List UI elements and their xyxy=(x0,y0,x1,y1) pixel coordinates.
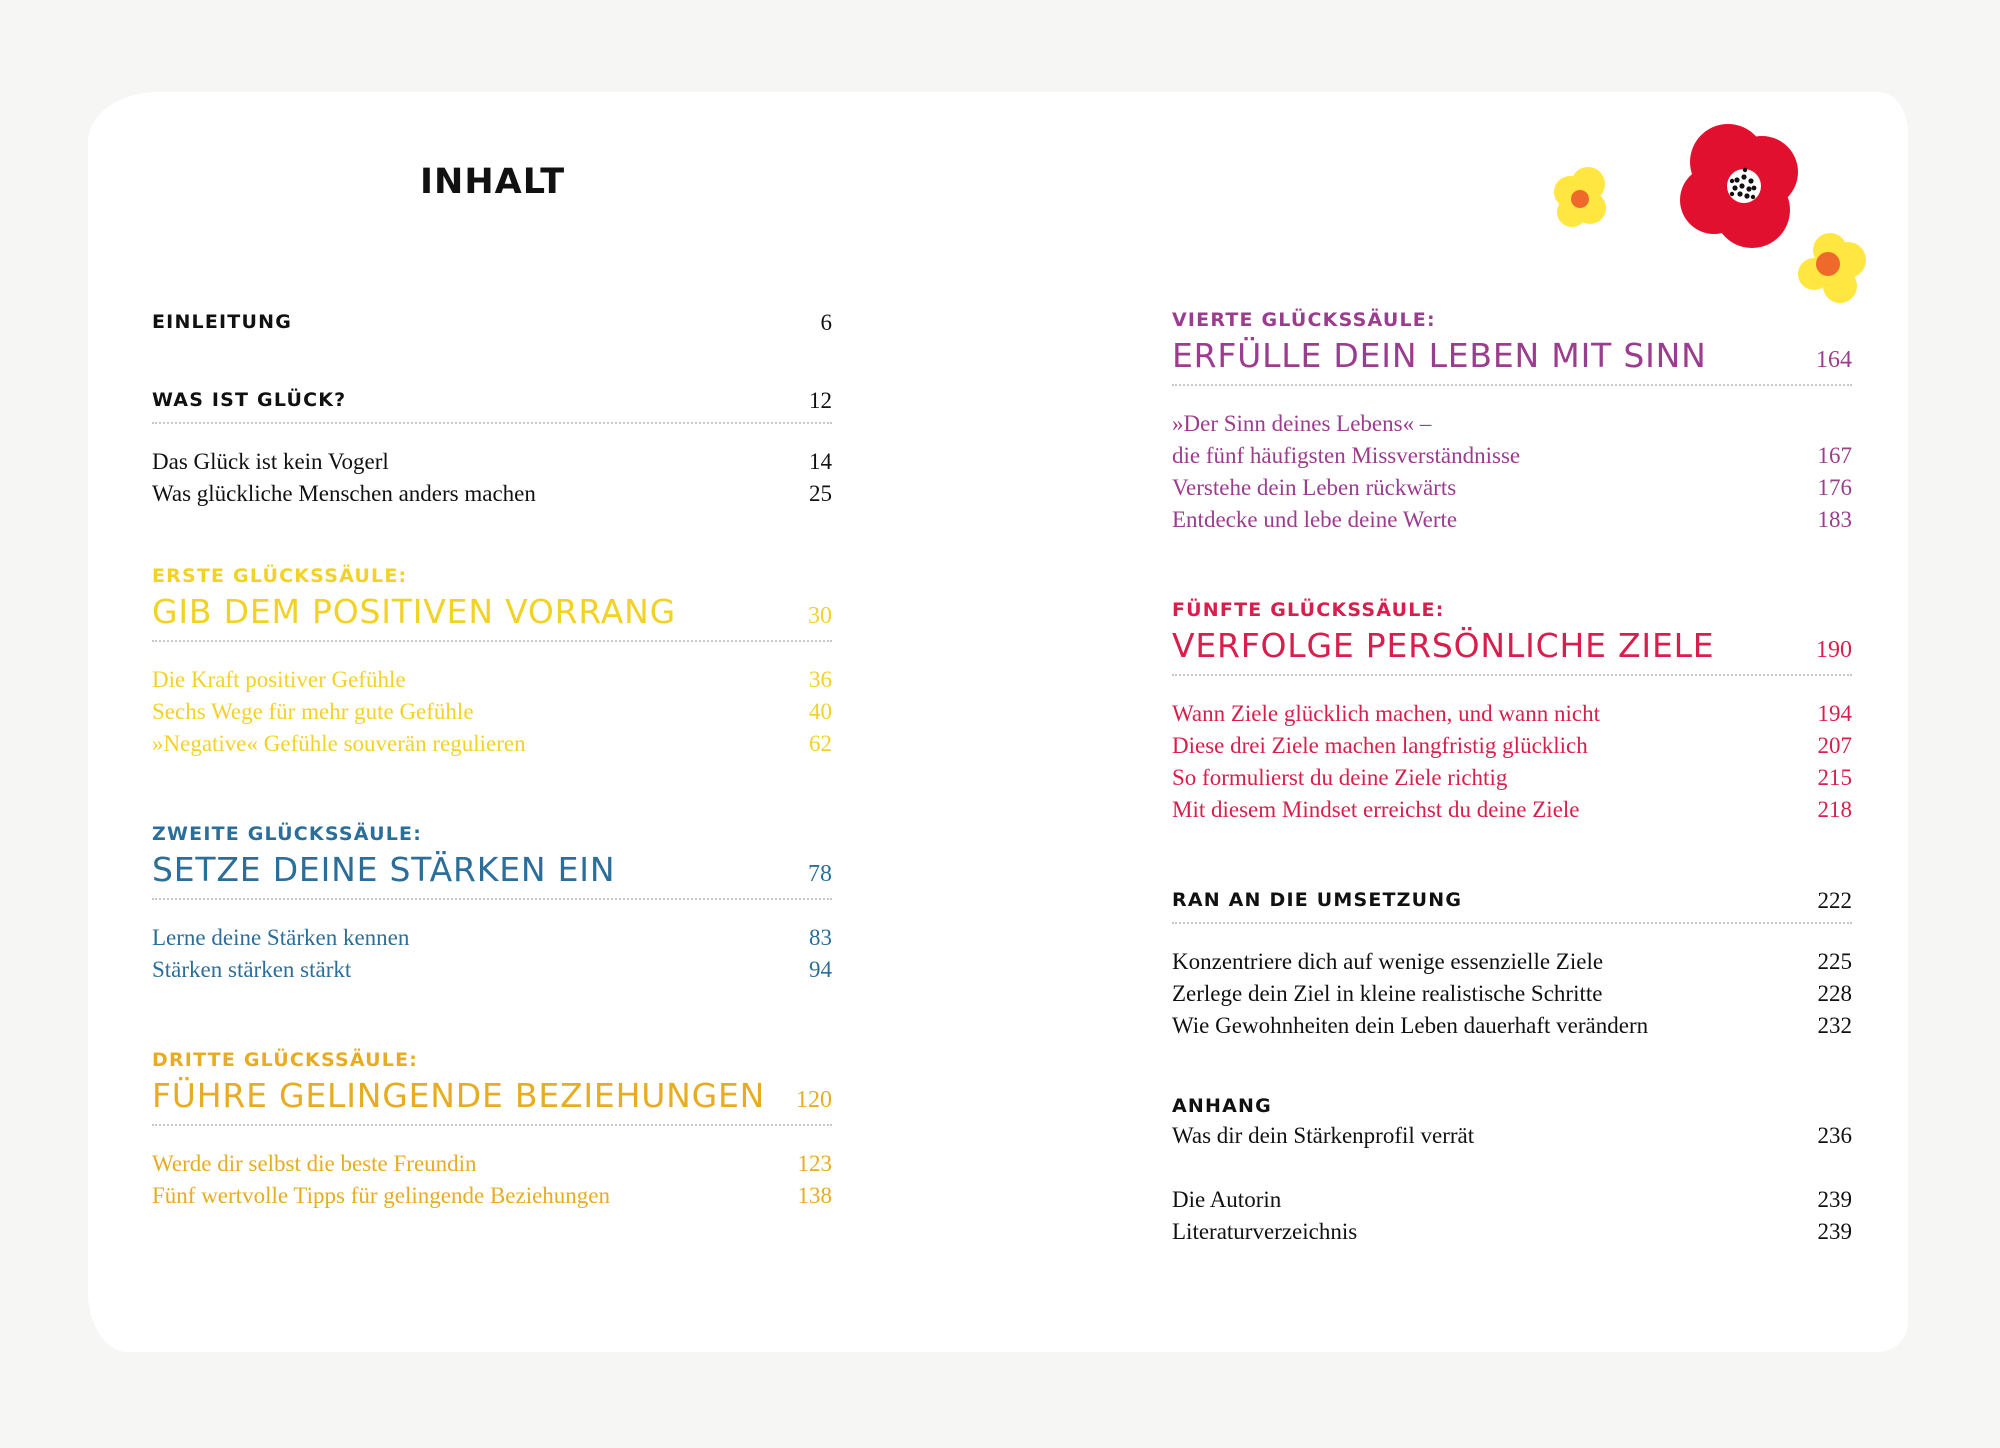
toc-entry xyxy=(1172,1010,1852,1042)
entry-title: Literaturverzeichnis xyxy=(1172,1219,1358,1244)
toc-fuenfte-gluecksaeule xyxy=(1172,596,1852,826)
entry-title: Fünf wertvolle Tipps für gelingende Beziehungen xyxy=(152,1183,611,1208)
page-number: 30 xyxy=(808,603,832,629)
page-number: 239 xyxy=(1817,1219,1852,1244)
page-number: 194 xyxy=(1817,701,1852,726)
entry-title: Entdecke und lebe deine Werte xyxy=(1172,507,1458,532)
page-number: 36 xyxy=(809,667,832,692)
section-label: DRITTE GLÜCKSSÄULE: xyxy=(152,1049,419,1071)
entry-title: Die Kraft positiver Gefühle xyxy=(152,667,406,692)
toc-anhang xyxy=(1172,1092,1852,1248)
toc-was-ist-glueck xyxy=(152,386,832,510)
section-heading: VERFOLGE PERSÖNLICHE ZIELE xyxy=(1172,626,1715,665)
toc-einleitung xyxy=(152,308,832,336)
entry-title: Stärken stärken stärkt xyxy=(152,957,352,982)
toc-entry xyxy=(1172,730,1852,762)
toc-entry xyxy=(1172,698,1852,730)
page-number: 120 xyxy=(796,1087,832,1113)
page-number: 83 xyxy=(809,925,832,950)
toc-entry xyxy=(1172,472,1852,504)
page-number: 94 xyxy=(809,957,832,982)
toc-entry xyxy=(1172,1184,1852,1216)
toc-entry xyxy=(152,954,832,986)
toc-entry xyxy=(152,922,832,954)
page-number: 232 xyxy=(1817,1013,1852,1038)
toc-entry xyxy=(152,664,832,696)
page-number: 215 xyxy=(1817,765,1852,790)
toc-entry xyxy=(1172,440,1852,472)
section-label: ANHANG xyxy=(1172,1095,1272,1117)
section-label: EINLEITUNG xyxy=(152,311,292,333)
page-number: 164 xyxy=(1816,347,1852,373)
page-number: 239 xyxy=(1817,1187,1852,1212)
toc-vierte-gluecksaeule xyxy=(1172,306,1852,536)
entry-title: Die Autorin xyxy=(1172,1187,1282,1212)
page-title: INHALT xyxy=(420,162,566,202)
toc-entry xyxy=(1172,1120,1852,1152)
page-number: 183 xyxy=(1817,507,1852,532)
entry-title: »Der Sinn deines Lebens« – xyxy=(1172,411,1432,436)
toc-entry xyxy=(1172,504,1852,536)
toc-entry xyxy=(1172,978,1852,1010)
entry-title: Lerne deine Stärken kennen xyxy=(152,925,410,950)
section-label: ERSTE GLÜCKSSÄULE: xyxy=(152,565,408,587)
entry-title: die fünf häufigsten Missverständnisse xyxy=(1172,443,1521,468)
toc-entry xyxy=(1172,762,1852,794)
toc-erste-gluecksaeule xyxy=(152,562,832,760)
page-number: 222 xyxy=(1817,888,1852,913)
entry-title: Wie Gewohnheiten dein Leben dauerhaft verändern xyxy=(1172,1013,1649,1038)
page-number: 207 xyxy=(1817,733,1852,758)
entry-title: Was dir dein Stärkenprofil verrät xyxy=(1172,1123,1475,1148)
toc-entry xyxy=(152,446,832,478)
page-number: 167 xyxy=(1817,443,1852,468)
section-label: RAN AN DIE UMSETZUNG xyxy=(1172,889,1463,911)
entry-title: Das Glück ist kein Vogerl xyxy=(152,449,389,474)
page-number: 218 xyxy=(1817,797,1852,822)
flower-decoration xyxy=(1500,60,1880,320)
entry-title: Zerlege dein Ziel in kleine realistische Schritte xyxy=(1172,981,1603,1006)
section-heading: ERFÜLLE DEIN LEBEN MIT SINN xyxy=(1172,336,1707,375)
page-number: 62 xyxy=(809,731,832,756)
section-heading: FÜHRE GELINGENDE BEZIEHUNGEN xyxy=(152,1076,766,1115)
small-yellow-flower-icon xyxy=(1554,167,1606,227)
entry-title: Verstehe dein Leben rückwärts xyxy=(1172,475,1457,500)
toc-entry xyxy=(152,728,832,760)
yellow-flower-icon xyxy=(1798,233,1866,303)
red-poppy-icon xyxy=(1680,124,1798,248)
section-heading: SETZE DEINE STÄRKEN EIN xyxy=(152,850,616,889)
page-number: 12 xyxy=(809,388,832,413)
section-label: VIERTE GLÜCKSSÄULE: xyxy=(1172,309,1436,331)
page-number: 123 xyxy=(797,1151,832,1176)
page-number: 228 xyxy=(1817,981,1852,1006)
page-number: 78 xyxy=(808,861,832,887)
entry-title: Wann Ziele glücklich machen, und wann nicht xyxy=(1172,701,1600,726)
entry-title: Diese drei Ziele machen langfristig glücklich xyxy=(1172,733,1588,758)
section-label: WAS IST GLÜCK? xyxy=(152,389,347,411)
toc-entry xyxy=(152,478,832,510)
toc-entry xyxy=(1172,408,1852,440)
page-number: 236 xyxy=(1817,1123,1852,1148)
section-label: ZWEITE GLÜCKSSÄULE: xyxy=(152,823,423,845)
section-heading: GIB DEM POSITIVEN VORRANG xyxy=(152,592,677,631)
toc-dritte-gluecksaeule xyxy=(152,1046,832,1212)
page-number: 176 xyxy=(1817,475,1852,500)
toc-entry xyxy=(152,696,832,728)
entry-title: Konzentriere dich auf wenige essenzielle Ziele xyxy=(1172,949,1604,974)
entry-title: »Negative« Gefühle souverän regulieren xyxy=(152,731,526,756)
toc-umsetzung xyxy=(1172,886,1852,1042)
page-number: 14 xyxy=(809,449,832,474)
toc-entry xyxy=(1172,946,1852,978)
page-number: 25 xyxy=(809,481,832,506)
toc-entry xyxy=(152,1180,832,1212)
page-number: 225 xyxy=(1817,949,1852,974)
toc-entry xyxy=(1172,1216,1852,1248)
toc-zweite-gluecksaeule xyxy=(152,820,832,986)
entry-title: Mit diesem Mindset erreichst du deine Ziele xyxy=(1172,797,1580,822)
toc-entry xyxy=(152,1148,832,1180)
entry-title: Sechs Wege für mehr gute Gefühle xyxy=(152,699,474,724)
entry-title: Was glückliche Menschen anders machen xyxy=(152,481,536,506)
section-label: FÜNFTE GLÜCKSSÄULE: xyxy=(1172,599,1445,621)
toc-entry xyxy=(1172,794,1852,826)
entry-title: Werde dir selbst die beste Freundin xyxy=(152,1151,477,1176)
page-number: 6 xyxy=(820,310,832,335)
page-number: 40 xyxy=(809,699,832,724)
page-number: 138 xyxy=(797,1183,832,1208)
entry-title: So formulierst du deine Ziele richtig xyxy=(1172,765,1508,790)
page-number: 190 xyxy=(1816,637,1852,663)
